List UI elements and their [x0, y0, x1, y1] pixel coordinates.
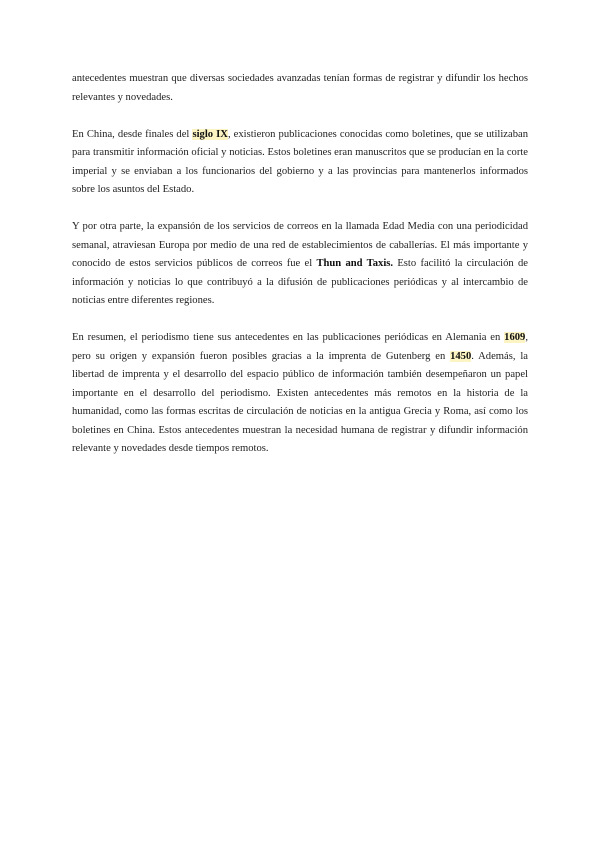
paragraph-intro-continuation — [72, 70, 528, 107]
paragraph-text: Esto facilitó la circulación de información y noticias lo que contribuyó a la difusión de publicaciones periódicas y al intercambio de noticias entre diferentes regiones. — [72, 258, 528, 306]
paragraph-text: Y por otra parte, la expansión de los servicios de correos en la llamada Edad Media con una periodicidad semanal, atraviesan Europa por medio de una red de establecimientos de caballerías. El más importante y conocido de estos servicios públicos de correos fue el — [72, 221, 528, 269]
paragraph-summary — [72, 329, 528, 459]
paragraph-text: , pero su origen y expansión fueron posibles gracias a la imprenta de Gutenberg en — [72, 332, 528, 362]
highlighted-term: siglo IX — [192, 128, 228, 140]
paragraph-text: . Además, la libertad de imprenta y el desarrollo del espacio público de información también desempeñaron un papel importante en el desarrollo del periodismo. Existen antecedentes más remotos en la historia de la humanidad, como las formas escritas de circulación de noticias en la antigua Grecia y Roma, así como los boletines en China. Estos antecedentes muestran la necesidad humana de registrar y difundir información relevante y novedades desde tiempos remotos. — [72, 350, 528, 454]
document-body — [72, 70, 528, 477]
paragraph-text: , existieron publicaciones conocidas como boletines, que se utilizaban para transmitir información oficial y noticias. Estos boletines eran manuscritos que se producían en la corte imperial y se enviaban a los funcionarios del gobierno y a las provincias para mantenerlos informados sobre los asuntos del Estado. — [72, 128, 528, 195]
paragraph-china — [72, 126, 528, 200]
paragraph-text: En China, desde finales del — [72, 128, 193, 140]
paragraph-text: En resumen, el periodismo tiene sus antecedentes en las publicaciones periódicas en Alemania en — [72, 332, 505, 343]
paragraph-text: antecedentes muestran que diversas sociedades avanzadas tenían formas de registrar y difundir los hechos relevantes y novedades. — [72, 73, 528, 103]
highlighted-term: 1450 — [450, 350, 472, 362]
bold-term: Thun and Taxis. — [316, 258, 394, 269]
highlighted-term: 1609 — [504, 332, 526, 343]
paragraph-correos — [72, 218, 528, 311]
